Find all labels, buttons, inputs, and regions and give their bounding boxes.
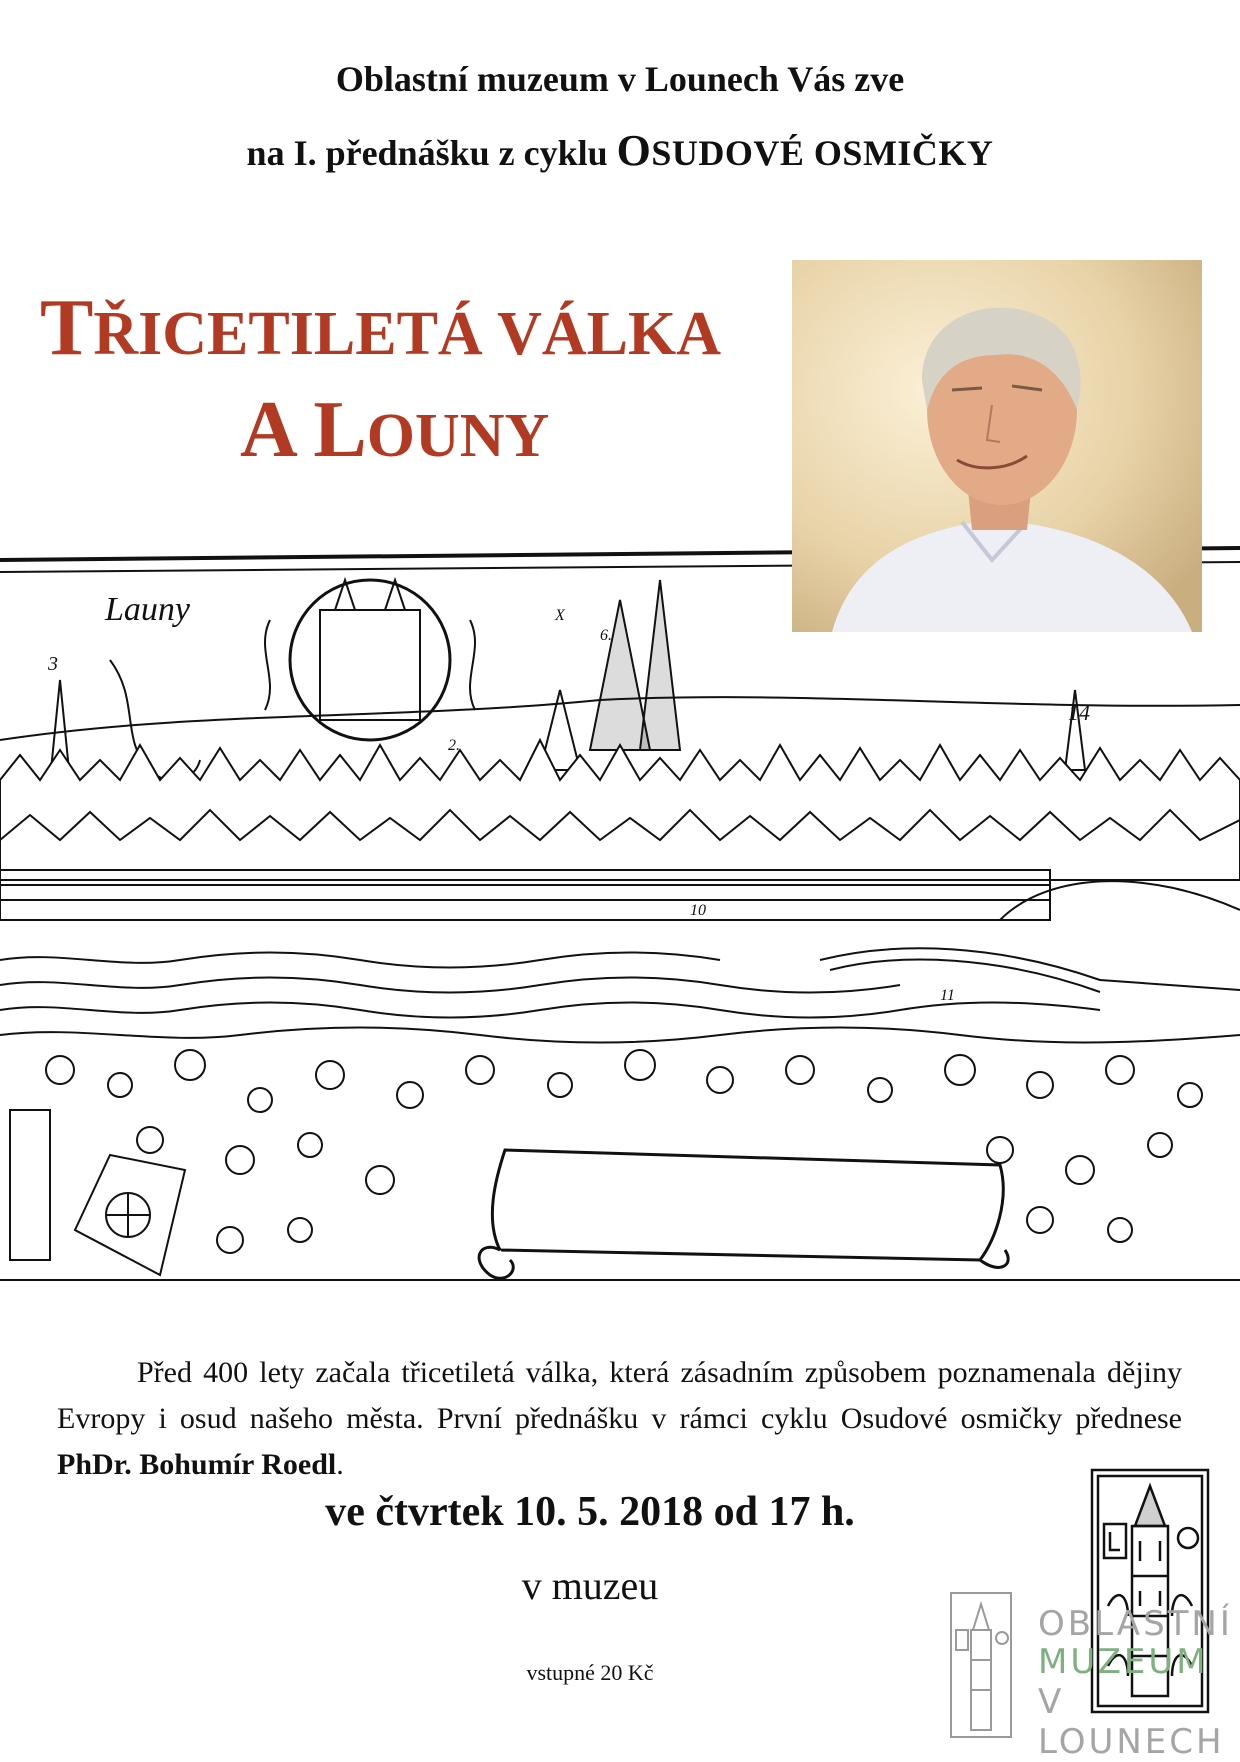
town-engraving <box>0 540 1240 1290</box>
lecture-series-line <box>0 125 1240 176</box>
map-caption: Launy <box>105 591 190 628</box>
map-number: 14 <box>1068 700 1090 725</box>
logo-crest-icon <box>948 1590 1014 1740</box>
speaker-portrait <box>792 260 1202 632</box>
map-number: 2. <box>448 737 460 754</box>
logo-word-1: OBLASTNÍ <box>1038 1604 1233 1644</box>
logo-word-3: V LOUNECH <box>1038 1682 1225 1762</box>
invitation-line: Oblastní muzeum v Lounech Vás zve <box>335 59 905 99</box>
lecture-title-line2: A LOUNY <box>240 386 550 474</box>
admission-fee: vstupné 20 Kč <box>526 1660 654 1685</box>
logo-word-2: MUZEUM <box>1038 1642 1209 1682</box>
map-number: 3 <box>48 653 58 675</box>
series-prefix: na I. přednášku z cyklu <box>246 133 608 173</box>
map-number: 10 <box>690 902 706 919</box>
event-date: ve čtvrtek 10. 5. 2018 od 17 h. <box>325 1489 855 1535</box>
map-number: 6. <box>600 627 612 644</box>
lecture-description: Před 400 lety začala třicetiletá válka, která zásadním způsobem poznamenala dějiny Evropy i osud našeho města. První přednášku v rámci cyklu Osudové osmičky přednese PhDr. Bohumír Roedl. <box>57 1356 1182 1481</box>
map-number: 11 <box>940 987 955 1004</box>
lecture-title-line1: TŘICETILETÁ VÁLKA <box>40 284 721 372</box>
event-place: v muzeu <box>521 1563 659 1608</box>
series-name: OSUDOVÉ OSMIČKY <box>616 126 994 175</box>
speaker-name: PhDr. Bohumír Roedl <box>57 1448 337 1481</box>
map-number: X <box>555 607 565 624</box>
museum-logo <box>948 1590 1233 1762</box>
